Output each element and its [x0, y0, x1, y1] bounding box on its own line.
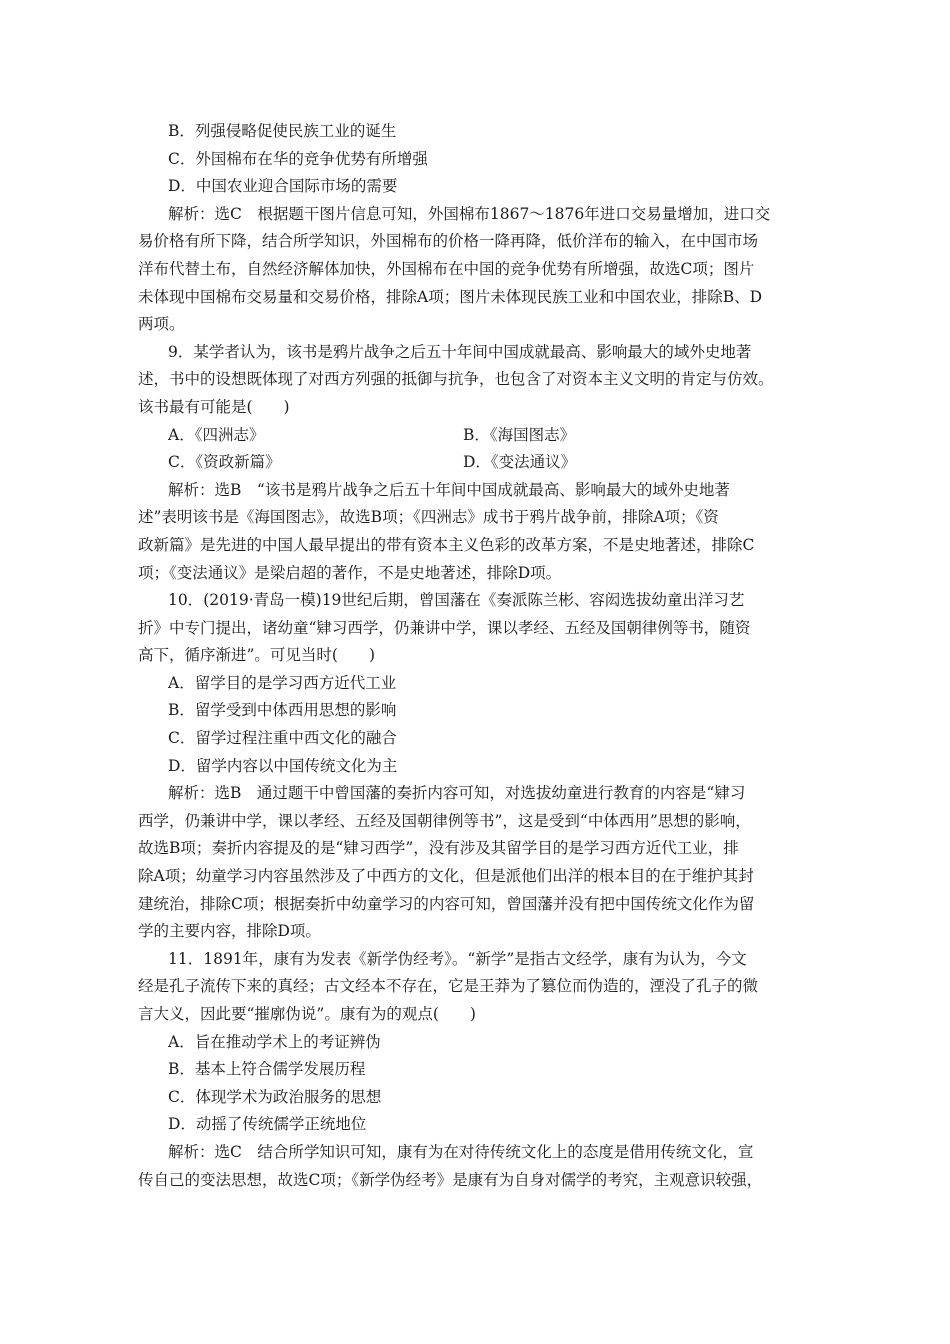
q9-stem-line: 该书最有可能是( )	[138, 397, 290, 416]
q8-analysis-line: 易价格有所下降，结合所学知识，外国棉布的价格一降再降，低价洋布的输入，在中国市场	[138, 232, 759, 251]
q10-option-a: A．留学目的是学习西方近代工业	[168, 673, 397, 692]
q9-options-row	[168, 422, 828, 450]
q9-analysis-line: 述”表明该书是《海国图志》，故选B项；《四洲志》成书于鸦片战争前，排除A项；《资	[138, 508, 719, 527]
q8-option-d: D．中国农业迎合国际市场的需要	[168, 177, 398, 196]
q11-option-c: C．体现学术为政治服务的思想	[168, 1087, 382, 1106]
q11-option-b: B．基本上符合儒学发展历程	[168, 1060, 366, 1079]
q10-option-b: B．留学受到中体西用思想的影响	[168, 701, 397, 720]
q9-analysis-line: 解析：选B “该书是鸦片战争之后五十年间中国成就最高、影响最大的域外史地著	[168, 480, 730, 499]
q8-analysis-line: 两项。	[138, 315, 185, 334]
q9-options-row	[168, 449, 828, 477]
q9-analysis-line: 项；《变法通议》是梁启超的著作，不是史地著述，排除D项。	[138, 563, 562, 582]
q10-stem-line: 高下，循序渐进”。可见当时( )	[138, 646, 376, 665]
q11-analysis-line: 传自己的变法思想，故选C项；《新学伪经考》是康有为自身对儒学的考究，主观意识较强，	[138, 1170, 763, 1189]
q9-option-d: D．《变法通议》	[463, 453, 577, 472]
q10-analysis-line: 学的主要内容，排除D项。	[138, 922, 321, 941]
q8-analysis-line: 解析：选C 根据题干图片信息可知，外国棉布1867～1876年进口交易量增加，进口交	[168, 204, 771, 223]
q10-analysis-line: 西学，仍兼讲中学，课以孝经、五经及国朝律例等书”，这是受到“中体西用”思想的影响，	[138, 811, 751, 830]
q10-option-d: D．留学内容以中国传统文化为主	[168, 756, 398, 775]
q9-analysis-line: 政新篇》是先进的中国人最早提出的带有资本主义色彩的改革方案，不是史地著述，排除C	[138, 535, 755, 554]
q9-stem-line: 9．某学者认为，该书是鸦片战争之后五十年间中国成就最高、影响最大的域外史地著	[168, 342, 752, 361]
q8-analysis-line: 未体现中国棉布交易量和交易价格，排除A项；图片未体现民族工业和中国农业，排除B、D	[138, 287, 763, 306]
q10-analysis-line: 建统治，排除C项；根据奏折中幼童学习的内容可知，曾国藩并没有把中国传统文化作为留	[138, 894, 755, 913]
q10-analysis-line: 除A项；幼童学习内容虽然涉及了中西方的文化，但是派他们出洋的根本目的在于维护其封	[138, 867, 754, 886]
q11-stem-line: 11．1891年，康有为发表《新学伪经考》。“新学”是指古文经学，康有为认为，今文	[168, 949, 747, 968]
q8-option-c: C．外国棉布在华的竞争优势有所增强	[168, 149, 428, 168]
q8-option-b: B．列强侵略促使民族工业的诞生	[168, 122, 397, 140]
q9-option-b: B．《海国图志》	[463, 425, 576, 444]
q10-analysis-line: 解析：选B 通过题干中曾国藩的奏折内容可知，对选拔幼童进行教育的内容是“肄习	[168, 784, 746, 803]
q10-analysis-line: 故选B项；奏折内容提及的是“肄习西学”，没有涉及其留学目的是学习西方近代工业，排	[138, 839, 739, 858]
page-content	[138, 118, 828, 1194]
q10-stem-line: 10．(2019·青岛一模)19世纪后期，曾国藩在《奏派陈兰彬、容闳选拔幼童出洋习艺	[168, 591, 745, 610]
q11-analysis-line: 解析：选C 结合所学知识可知，康有为在对待传统文化上的态度是借用传统文化，宣	[168, 1142, 754, 1161]
q9-option-a: A．《四洲志》	[168, 425, 265, 444]
q11-stem-line: 经是孔子流传下来的真经；古文经本不存在，它是王莽为了篡位而伪造的，湮没了孔子的微	[138, 977, 759, 996]
q11-stem-line: 言大义，因此要“摧廓伪说”。康有为的观点( )	[138, 1005, 476, 1023]
q10-option-c: C．留学过程注重中西文化的融合	[168, 729, 397, 748]
q10-stem-line: 折》中专门提出，诸幼童“肄习西学，仍兼讲中学，课以孝经、五经及国朝律例等书，随资	[138, 618, 751, 637]
q8-analysis-line: 洋布代替土布，自然经济解体加快，外国棉布在中国的竞争优势有所增强，故选C项；图片	[138, 259, 755, 278]
q11-option-d: D．动摇了传统儒学正统地位	[168, 1115, 367, 1134]
q9-stem-line: 述，书中的设想既体现了对西方列强的抵御与抗争，也包含了对资本主义文明的肯定与仿效。	[138, 370, 774, 389]
q11-option-a: A．旨在推动学术上的考证辨伪	[168, 1032, 381, 1051]
q9-option-c: C．《资政新篇》	[168, 453, 281, 472]
